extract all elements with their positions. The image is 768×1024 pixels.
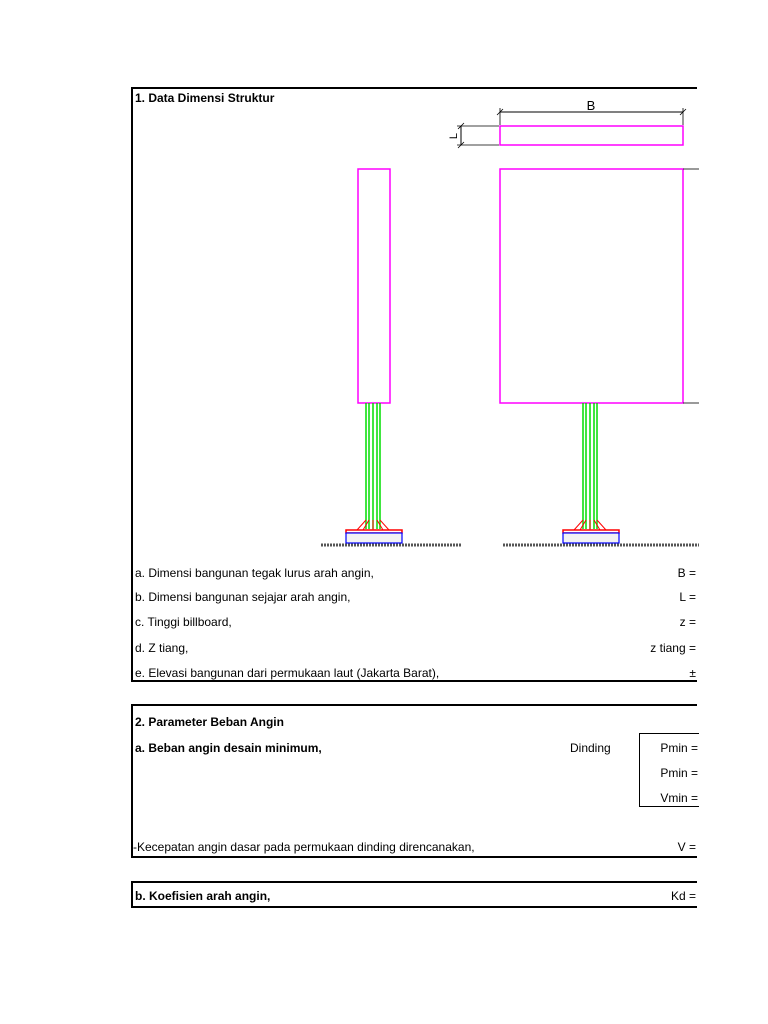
section-title: 1. Data Dimensi Struktur <box>135 91 275 105</box>
section-title: 2. Parameter Beban Angin <box>135 715 284 729</box>
section-data-dimensi <box>131 87 697 682</box>
pmin-value-2: Pmin = <box>660 766 698 780</box>
side-view-pole <box>366 403 380 529</box>
pmin-vmin-box <box>639 733 699 807</box>
row-dimensi-tegak-symbol: B = <box>677 566 696 580</box>
row-z-tiang-symbol: z tiang = <box>650 641 696 655</box>
row-tinggi-billboard-symbol: z = <box>679 615 696 629</box>
front-view-pole <box>583 403 597 529</box>
section-parameter-beban-angin <box>131 704 697 858</box>
billboard-drawing <box>133 89 699 559</box>
side-view-panel <box>358 169 390 403</box>
top-view-panel <box>500 126 683 145</box>
section-koefisien-arah-angin <box>131 881 697 908</box>
row-tinggi-billboard-label: c. Tinggi billboard, <box>135 615 232 629</box>
koefisien-arah-angin-label: b. Koefisien arah angin, <box>135 889 271 903</box>
side-view-footing <box>346 533 402 543</box>
dim-b-label: B <box>586 98 596 113</box>
row-dimensi-sejajar-label: b. Dimensi bangunan sejajar arah angin, <box>135 590 351 604</box>
pmin-value-1: Pmin = <box>660 741 698 755</box>
front-view-panel <box>500 169 683 403</box>
row-dimensi-sejajar-symbol: L = <box>679 590 696 604</box>
row-dimensi-tegak-label: a. Dimensi bangunan tegak lurus arah angin, <box>135 566 374 580</box>
dim-l-label: L <box>448 132 460 140</box>
kecepatan-angin-label: -Kecepatan angin dasar pada permukaan dinding direncanakan, <box>133 840 475 854</box>
koefisien-arah-angin-symbol: Kd = <box>670 889 696 903</box>
front-view-footing <box>563 533 619 543</box>
row-elevasi-label: e. Elevasi bangunan dari permukaan laut (Jakarta Barat), <box>135 666 440 680</box>
row-elevasi-symbol: ± <box>689 666 696 680</box>
beban-angin-minimum-label: a. Beban angin desain minimum, <box>135 741 322 755</box>
kecepatan-angin-symbol: V = <box>677 840 696 854</box>
beban-angin-category: Dinding <box>570 741 611 755</box>
row-z-tiang-label: d. Z tiang, <box>135 641 189 655</box>
vmin-value: Vmin = <box>660 791 698 805</box>
